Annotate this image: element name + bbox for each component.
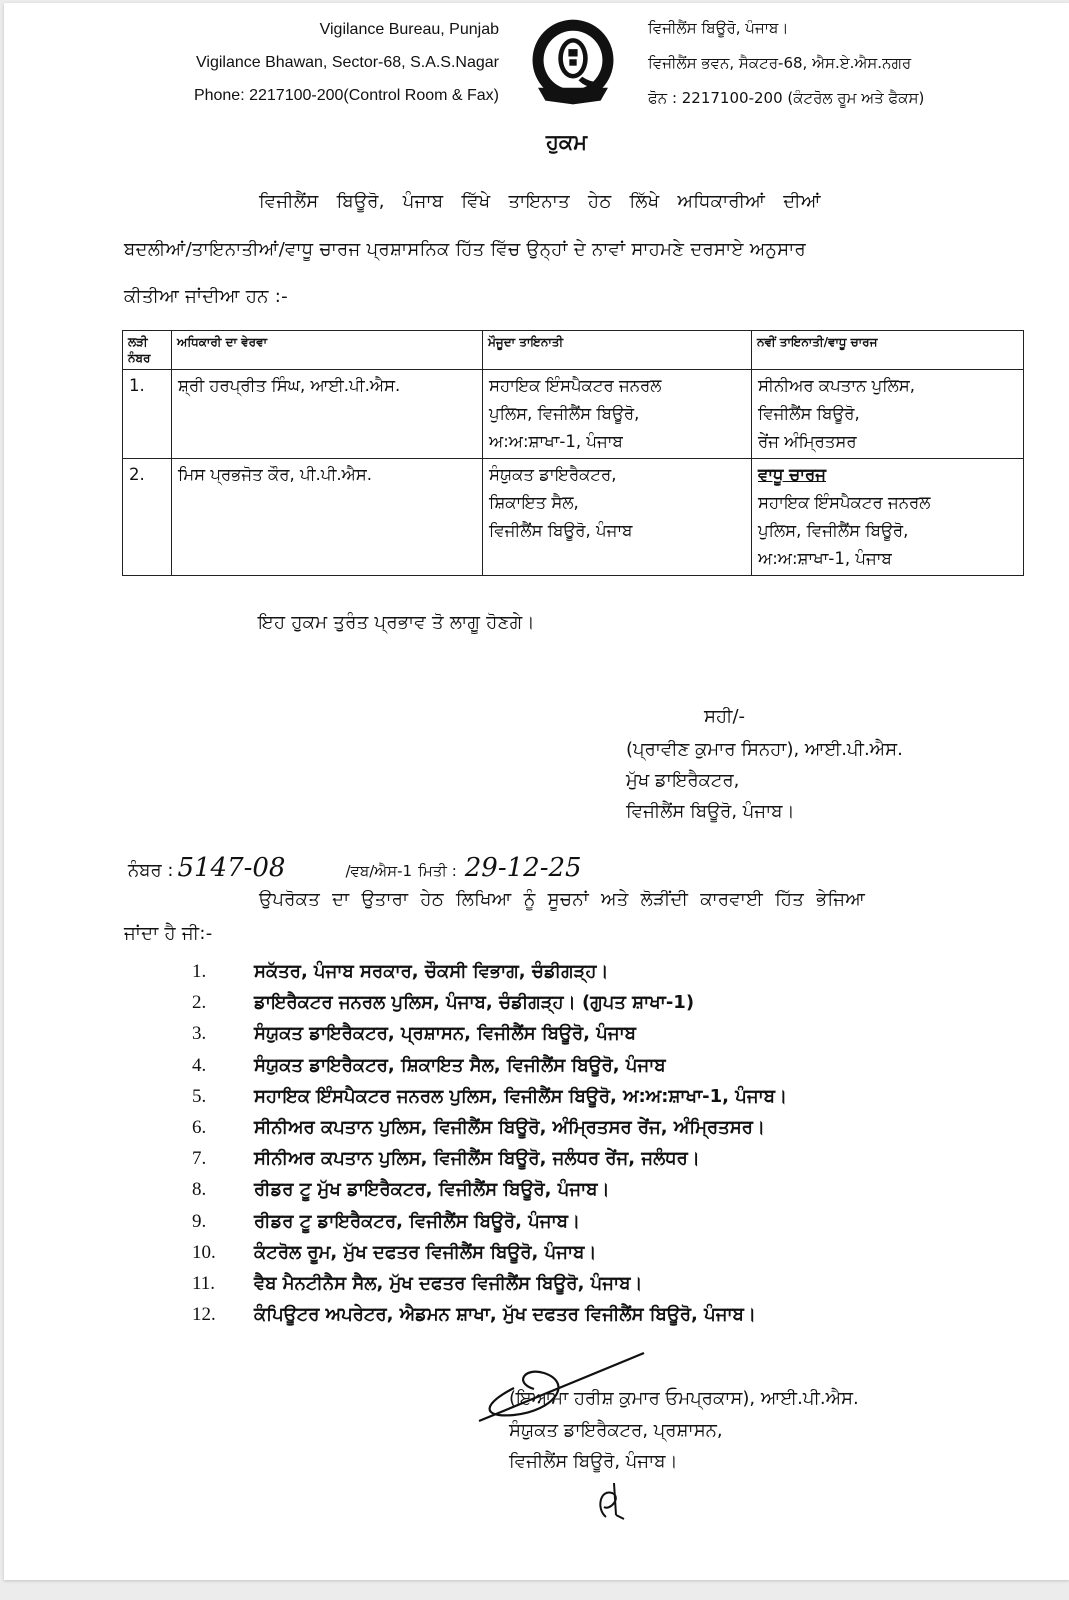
list-item-number: 3. — [192, 1023, 207, 1045]
list-item — [192, 1179, 787, 1210]
additional-charge-heading: ਵਾਧੂ ਚਾਰਜ — [758, 465, 827, 484]
list-item-number: 2. — [192, 992, 207, 1014]
list-item-number: 1. — [192, 961, 207, 982]
cell-line: ਸ਼ਿਕਾਇਤ ਸੈਲ, — [489, 493, 579, 512]
list-item-text: ਸੀਨੀਅਰ ਕਪਤਾਨ ਪੁਲਿਸ, ਵਿਜੀਲੈਂਸ ਬਿਊਰੋ, ਅੰਮ੍ਰਿਤਸਰ ਰੇਂਜ, ਅੰਮ੍ਰਿਤਸਰ। — [254, 1116, 765, 1138]
cell-officer: ਸ਼੍ਰੀ ਹਰਪ੍ਰੀਤ ਸਿੰਘ, ਆਈ.ਪੀ.ਐਸ. — [172, 370, 483, 459]
list-item-text: ਵੈਬ ਮੈਨਟੀਨੈਸ ਸੈਲ, ਮੁੱਖ ਦਫਤਰ ਵਿਜੀਲੈਂਸ ਬਿਊਰੋ, ਪੰਜਾਬ। — [254, 1272, 643, 1294]
table-row — [123, 459, 1024, 576]
reference-date-label: ਮਿਤੀ : — [418, 862, 457, 880]
list-item — [192, 1086, 787, 1117]
header-english-line-1: Vigilance Bureau, Punjab — [319, 21, 499, 38]
list-item-number: 4. — [192, 1054, 207, 1076]
header-punjabi-line-3: ਫੋਨ : 2217100-200 (ਕੰਟਰੋਲ ਰੂਮ ਅਤੇ ਫੈਕਸ) — [648, 89, 925, 107]
list-item — [192, 1211, 787, 1242]
cell-officer: ਮਿਸ ਪ੍ਰਭਜੋਤ ਕੌਰ, ਪੀ.ਪੀ.ਐਸ. — [172, 459, 483, 576]
cell-serial: 1. — [123, 370, 172, 459]
header-punjabi-line-2: ਵਿਜੀਲੈਂਸ ਭਵਨ, ਸੈਕਟਰ-68, ਐਸ.ਏ.ਐਸ.ਨਗਰ — [648, 54, 912, 72]
header-serial: ਲੜੀ ਨੰਬਰ — [123, 331, 172, 370]
list-item-number: 5. — [192, 1085, 207, 1107]
cell-new-posting — [752, 370, 1024, 459]
reference-line — [128, 853, 582, 883]
list-item-text: ਸਹਾਇਕ ਇੰਸਪੈਕਟਰ ਜਨਰਲ ਪੁਲਿਸ, ਵਿਜੀਲੈਂਸ ਬਿਊਰੋ, ਅ:ਅ:ਸ਼ਾਖਾ-1, ਪੰਜਾਬ। — [254, 1085, 788, 1107]
cell-line: ਸਹਾਇਕ ਇੰਸਪੈਕਟਰ ਜਨਰਲ — [489, 376, 662, 395]
copy-distribution-list — [192, 961, 787, 1335]
signature-1-designation: ਮੁੱਖ ਡਾਇਰੈਕਟਰ, — [626, 770, 740, 791]
list-item-number: 8. — [192, 1179, 207, 1201]
list-item-number: 10. — [192, 1241, 216, 1263]
cell-new-posting — [752, 459, 1024, 576]
effect-note: ਇਹ ਹੁਕਮ ਤੁਰੰਤ ਪ੍ਰਭਾਵ ਤੋ ਲਾਗੂ ਹੋਣਗੇ। — [258, 612, 535, 633]
signature-1-signed: ਸਹੀ/- — [704, 706, 746, 727]
list-item-text: ਕੰਪਿਊਟਰ ਅਪਰੇਟਰ, ਐਡਮਨ ਸ਼ਾਖਾ, ਮੁੱਖ ਦਫਤਰ ਵਿਜੀਲੈਂਸ ਬਿਊਰੋ, ਪੰਜਾਬ। — [254, 1304, 756, 1326]
list-item — [192, 1117, 787, 1148]
header-current-posting: ਮੌਜੂਦਾ ਤਾਇਨਾਤੀ — [483, 331, 752, 370]
list-item — [192, 961, 787, 992]
list-item-text: ਰੀਡਰ ਟੂ ਮੁੱਖ ਡਾਇਰੈਕਟਰ, ਵਿਜੀਲੈਂਸ ਬਿਊਰੋ, ਪੰਜਾਬ। — [254, 1179, 610, 1201]
header-english-line-2: Vigilance Bhawan, Sector-68, S.A.S.Nagar — [196, 54, 499, 71]
cell-line: ਪੁਲਿਸ, ਵਿਜੀਲੈਂਸ ਬਿਊਰੋ, — [758, 521, 909, 540]
list-item-text: ਸਕੱਤਰ, ਪੰਜਾਬ ਸਰਕਾਰ, ਚੌਕਸੀ ਵਿਭਾਗ, ਚੰਡੀਗੜ੍ਹ। — [254, 961, 609, 982]
cell-line: ਰੇਂਜ ਅੰਮ੍ਰਿਤਸਰ — [758, 432, 857, 451]
initials-scribble-icon — [594, 1481, 634, 1521]
list-item-number: 7. — [192, 1148, 207, 1170]
header-punjabi-line-1: ਵਿਜੀਲੈਂਸ ਬਿਊਰੋ, ਪੰਜਾਬ। — [648, 19, 789, 37]
intro-line-3: ਕੀਤੀਆ ਜਾਂਦੀਆ ਹਨ :- — [124, 286, 288, 307]
list-item-number: 11. — [192, 1272, 216, 1294]
list-item-text: ਕੰਟਰੋਲ ਰੂਮ, ਮੁੱਖ ਦਫਤਰ ਵਿਜੀਲੈਂਸ ਬਿਊਰੋ, ਪੰਜਾਬ। — [254, 1241, 597, 1263]
list-item-number: 9. — [192, 1210, 207, 1232]
table-header-row — [123, 331, 1024, 370]
header-new-posting: ਨਵੀਂ ਤਾਇਨਾਤੀ/ਵਾਧੂ ਚਾਰਜ — [752, 331, 1024, 370]
cell-current-posting — [483, 459, 752, 576]
signature-1-office: ਵਿਜੀਲੈਂਸ ਬਿਊਰੋ, ਪੰਜਾਬ। — [626, 801, 795, 822]
list-item-number: 12. — [192, 1304, 216, 1326]
list-item — [192, 1242, 787, 1273]
reference-number-label: ਨੰਬਰ : — [128, 860, 174, 881]
list-item — [192, 1304, 787, 1335]
list-item-number: 6. — [192, 1116, 207, 1138]
list-item-text: ਸੀਨੀਅਰ ਕਪਤਾਨ ਪੁਲਿਸ, ਵਿਜੀਲੈਂਸ ਬਿਊਰੋ, ਜਲੰਧਰ ਰੇਂਜ, ਜਲੰਧਰ। — [254, 1148, 700, 1170]
cell-line: ਅ:ਅ:ਸ਼ਾਖਾ-1, ਪੰਜਾਬ — [758, 549, 892, 568]
list-item — [192, 1023, 787, 1054]
cell-line: ਸਹਾਇਕ ਇੰਸਪੈਕਟਰ ਜਨਰਲ — [758, 493, 931, 512]
list-item — [192, 992, 787, 1023]
header-english-line-3: Phone: 2217100-200(Control Room & Fax) — [193, 87, 499, 104]
vigilance-bureau-emblem-icon — [527, 16, 619, 108]
signature-1-name: (ਪ੍ਰਾਵੀਣ ਕੁਮਾਰ ਸਿਨਹਾ), ਆਈ.ਪੀ.ਐਸ. — [626, 739, 903, 760]
cell-serial: 2. — [123, 459, 172, 576]
list-item-text: ਸੰਯੁਕਤ ਡਾਇਰੈਕਟਰ, ਸ਼ਿਕਾਇਤ ਸੈਲ, ਵਿਜੀਲੈਂਸ ਬਿਊਰੋ, ਪੰਜਾਬ — [254, 1054, 666, 1076]
signature-2-designation: ਸੰਯੁਕਤ ਡਾਇਰੈਕਟਰ, ਪ੍ਰਸ਼ਾਸਨ, — [509, 1420, 723, 1441]
list-item-text: ਡਾਇਰੈਕਟਰ ਜਨਰਲ ਪੁਲਿਸ, ਪੰਜਾਬ, ਚੰਡੀਗੜ੍ਹ। (ਗੁਪਤ ਸ਼ਾਖਾ-1) — [254, 992, 695, 1014]
cell-line: ਸੀਨੀਅਰ ਕਪਤਾਨ ਪੁਲਿਸ, — [758, 376, 915, 395]
list-item — [192, 1055, 787, 1086]
list-item-text: ਸੰਯੁਕਤ ਡਾਇਰੈਕਟਰ, ਪ੍ਰਸ਼ਾਸਨ, ਵਿਜੀਲੈਂਸ ਬਿਊਰੋ, ਪੰਜਾਬ — [254, 1023, 636, 1045]
reference-date-value: 29-12-25 — [464, 853, 582, 883]
reference-branch: /ਵਬ/ਐਸ-1 — [345, 862, 413, 880]
transfer-orders-table — [122, 330, 1024, 576]
copy-intro-line-1: ਉਪਰੋਕਤ ਦਾ ਉਤਾਰਾ ਹੇਠ ਲਿਖਿਆ ਨੂੰ ਸੂਚਨਾਂ ਅਤੇ ਲੋੜੀਂਦੀ ਕਾਰਵਾਈ ਹਿੱਤ ਭੇਜਿਆ — [259, 889, 866, 910]
order-document-page — [4, 3, 1069, 1580]
table-row — [123, 370, 1024, 459]
cell-line: ਅ:ਅ:ਸ਼ਾਖਾ-1, ਪੰਜਾਬ — [489, 432, 623, 451]
cell-line: ਵਿਜੀਲੈਂਸ ਬਿਊਰੋ, ਪੰਜਾਬ — [489, 521, 633, 540]
signature-2-name: (ਇਆਮਾ ਹਰੀਸ਼ ਕੁਮਾਰ ਓਮਪ੍ਰਕਾਸ), ਆਈ.ਪੀ.ਐਸ. — [509, 1388, 859, 1409]
cell-line: ਸੰਯੁਕਤ ਡਾਇਰੈਕਟਰ, — [489, 465, 617, 484]
list-item — [192, 1273, 787, 1304]
order-title: ਹੁਕਮ — [546, 130, 588, 154]
header-officer: ਅਧਿਕਾਰੀ ਦਾ ਵੇਰਵਾ — [172, 331, 483, 370]
list-item — [192, 1148, 787, 1179]
reference-number-value: 5147-08 — [177, 853, 286, 883]
cell-line: ਵਿਜੀਲੈਂਸ ਬਿਊਰੋ, — [758, 404, 860, 423]
intro-line-2: ਬਦਲੀਆਂ/ਤਾਇਨਾਤੀਆਂ/ਵਾਧੂ ਚਾਰਜ ਪ੍ਰਸ਼ਾਸਨਿਕ ਹਿੱਤ ਵਿੱਚ ਉਨ੍ਹਾਂ ਦੇ ਨਾਵਾਂ ਸਾਹਮਣੇ ਦਰਸਾਏ ਅਨੁਸਾਰ — [124, 239, 806, 260]
copy-intro-line-2: ਜਾਂਦਾ ਹੈ ਜੀ:- — [124, 923, 213, 944]
intro-line-1: ਵਿਜੀਲੈਂਸ ਬਿਊਰੋ, ਪੰਜਾਬ ਵਿੱਖੇ ਤਾਇਨਾਤ ਹੇਠ ਲਿੱਖੇ ਅਧਿਕਾਰੀਆਂ ਦੀਆਂ — [259, 191, 821, 212]
cell-line: ਪੁਲਿਸ, ਵਿਜੀਲੈਂਸ ਬਿਊਰੋ, — [489, 404, 640, 423]
signature-2-office: ਵਿਜੀਲੈਂਸ ਬਿਊਰੋ, ਪੰਜਾਬ। — [509, 1451, 678, 1472]
list-item-text: ਰੀਡਰ ਟੂ ਡਾਇਰੈਕਟਰ, ਵਿਜੀਲੈਂਸ ਬਿਊਰੋ, ਪੰਜਾਬ। — [254, 1210, 581, 1232]
cell-current-posting — [483, 370, 752, 459]
